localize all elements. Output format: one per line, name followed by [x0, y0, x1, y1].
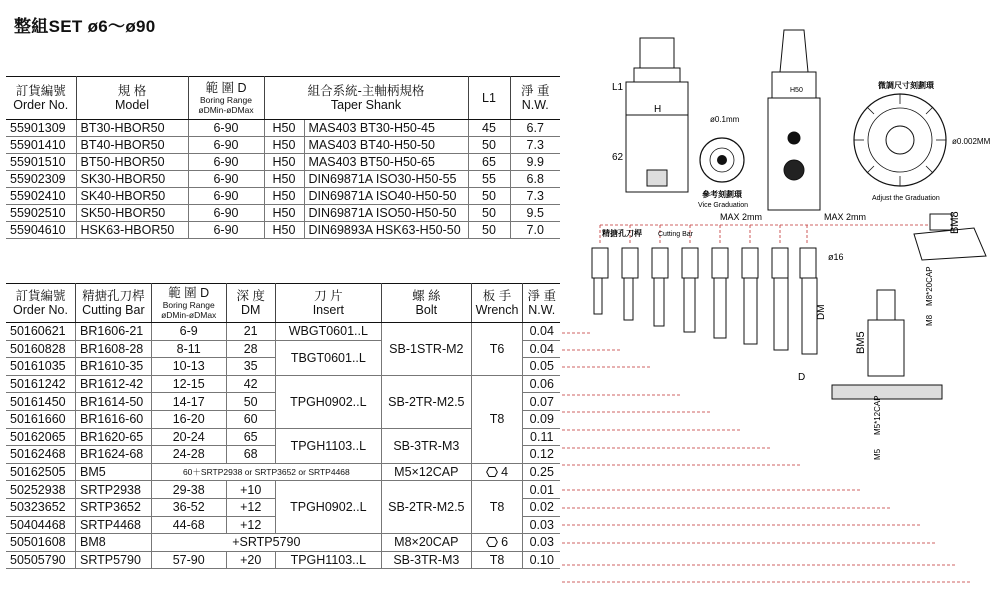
table-row: 55902309 SK30-HBOR50 6-90 H50 DIN69871A ISO30-H50-55 55 6.8 — [6, 171, 560, 188]
table-row: 55902410 SK40-HBOR50 6-90 H50 DIN69871A ISO40-H50-50 50 7.3 — [6, 188, 560, 205]
cutting-bar-table — [6, 283, 560, 569]
col-nw: 淨 重 N.W. — [523, 284, 560, 323]
shank-set-table — [6, 76, 560, 239]
table-row: 50501608 BM8 +SRTP5790 M8×20CAP 6 0.03 — [6, 534, 560, 552]
adjust-cn-label: 微調尺寸刻劃環 — [878, 81, 934, 90]
col-nw: 淨 重 N.W. — [510, 77, 560, 120]
page-title: 整組SET ø6～ø90 — [14, 17, 156, 36]
table-row: 50161242 BR1612-42 12-15 42 TPGH0902..L SB-2TR-M2.5 T8 0.06 — [6, 375, 560, 393]
col-model: 規 格 Model — [76, 77, 188, 120]
table-header-row — [6, 284, 560, 323]
col-order-no: 訂貨編號 Order No. — [6, 284, 76, 323]
table-row: 55901510 BT50-HBOR50 6-90 H50 MAS403 BT50-H50-65 65 9.9 — [6, 154, 560, 171]
hex-wrench-icon — [486, 537, 498, 547]
vice-graduation-dial — [700, 138, 744, 182]
dim-l1-label: L1 — [612, 82, 624, 93]
col-boring-range: 範 圍 D Boring Range øDMin-øDMax — [151, 284, 226, 323]
col-boring-range: 範 圍 D Boring Range øDMin-øDMax — [188, 77, 264, 120]
hex-wrench-icon — [486, 467, 498, 477]
table-header-row — [6, 77, 560, 120]
table-row: 50161450 BR1614-50 14-17 50 0.07 — [6, 393, 560, 411]
holder-front-view — [768, 30, 820, 210]
table-row: 55904610 HSK63-HBOR50 6-90 H50 DIN69893A HSK63-H50-50 50 7.0 — [6, 222, 560, 239]
table-row: 50160621 BR1606-21 6-9 21 WBGT0601..L SB-1STR-M2 T6 0.04 — [6, 323, 560, 341]
table-row: 50161035 BR1610-35 10-13 35 0.05 — [6, 358, 560, 376]
col-taper-shank: 組合系統-主軸柄規格 Taper Shank — [264, 77, 468, 120]
table-row: 50252938 SRTP2938 29-38 +10 TPGH0902..L SB-2TR-M2.5 T8 0.01 — [6, 481, 560, 499]
vice-precision-label: ø0.1mm — [710, 115, 740, 124]
col-wrench: 板 手 Wrench — [471, 284, 523, 323]
m8cap-label: M8*20CAP — [925, 266, 934, 306]
table-row: 50162505 BM5 60＋SRTP2938 or SRTP3652 or SRTP4468 M5×12CAP 4 0.25 — [6, 463, 560, 481]
vice-cn-label: 參考刻劃環 — [702, 190, 742, 199]
dm-label: DM — [816, 304, 827, 320]
m5-label: M5 — [873, 448, 882, 460]
col-cutting-bar: 精搪孔刀桿 Cutting Bar — [76, 284, 152, 323]
vice-en-label: Vice Graduation — [698, 202, 749, 209]
phi16-label: ø16 — [828, 252, 844, 262]
table-row: 50162065 BR1620-65 20-24 65 TPGH1103..L SB-3TR-M3 0.11 — [6, 428, 560, 446]
table-row: 55901309 BT30-HBOR50 6-90 H50 MAS403 BT30-H50-45 45 6.7 — [6, 120, 560, 137]
dim-62-label: 62 — [612, 152, 624, 163]
bm5-label: BM5 — [855, 331, 867, 354]
boring-tool-diagram — [562, 20, 998, 600]
holder-side-view — [626, 38, 688, 192]
table-row: 50160828 BR1608-28 8-11 28 TBGT0601..L 0.04 — [6, 340, 560, 358]
m5cap-label: M5*12CAP — [873, 395, 882, 435]
table-row: 50162468 BR1624-68 24-28 68 0.12 — [6, 446, 560, 464]
col-depth: 深 度 DM — [226, 284, 275, 323]
table-row: 50161660 BR1616-60 16-20 60 0.09 — [6, 410, 560, 428]
table-row: 55901410 BT40-HBOR50 6-90 H50 MAS403 BT40-H50-50 50 7.3 — [6, 137, 560, 154]
dim-h-label: H — [654, 104, 662, 115]
col-l1: L1 — [468, 77, 510, 120]
adjust-precision-label: ø0.002MM — [952, 137, 991, 146]
col-order-no: 訂貨編號 Order No. — [6, 77, 76, 120]
table-row: 50404468 SRTP4468 44-68 +12 0.03 — [6, 516, 560, 534]
max1-label: MAX 2mm — [720, 212, 763, 222]
table-row: 50505790 SRTP5790 57-90 +20 TPGH1103..L SB-3TR-M3 T8 0.10 — [6, 551, 560, 569]
adjust-graduation-dial — [854, 94, 946, 186]
cutting-bar-cn-label: 精搪孔刀桿 — [602, 229, 642, 238]
max2-label: MAX 2mm — [824, 212, 867, 222]
d-label: D — [798, 372, 806, 383]
col-insert: 刀 片 Insert — [275, 284, 381, 323]
m8-label: M8 — [925, 314, 934, 326]
h50-label: H50 — [790, 87, 803, 94]
col-bolt: 螺 絲 Bolt — [382, 284, 472, 323]
cutting-bars — [592, 248, 817, 354]
table-row: 50323652 SRTP3652 36-52 +12 0.02 — [6, 498, 560, 516]
cutting-bar-en-label: Cutting Bar — [658, 231, 694, 238]
adjust-en-label: Adjust the Graduation — [872, 195, 940, 202]
table-row: 55902510 SK50-HBOR50 6-90 H50 DIN69871A ISO50-H50-50 50 9.5 — [6, 205, 560, 222]
bm8-label: BM8 — [949, 211, 961, 234]
